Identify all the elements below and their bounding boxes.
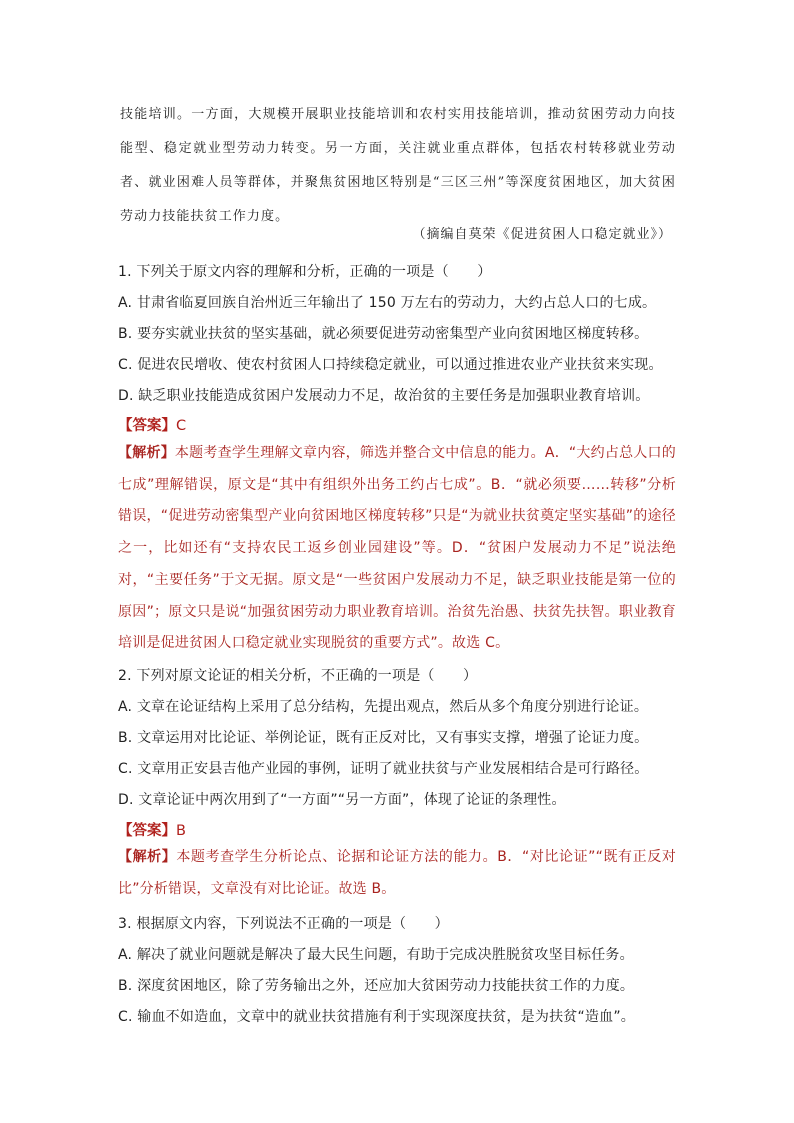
q1-option-a: A. 甘肃省临夏回族自治州近三年输出了 150 万左右的劳动力，大约占总人口的七成。 [118, 295, 657, 311]
q1-analysis [118, 438, 676, 660]
q1-option-c: C. 促进农民增收、使农村贫困人口持续稳定就业，可以通过推进农业产业扶贫来实现。 [118, 357, 663, 373]
q1-option-b: B. 要夯实就业扶贫的坚实基础，就必须要促进劳动密集型产业向贫困地区梯度转移。 [118, 326, 649, 342]
q3-option-c: C. 输血不如造血，文章中的就业扶贫措施有利于实现深度扶贫，是为扶贫“造血”。 [118, 1009, 635, 1025]
q2-answer [118, 819, 186, 840]
q1-answer-tag: 【答案】 [118, 418, 176, 434]
q3-stem: 3. 根据原文内容，下列说法不正确的一项是（ ） [118, 916, 449, 932]
q2-analysis-tag: 【解析】 [118, 849, 177, 865]
q1-analysis-tag: 【解析】 [118, 445, 175, 461]
q1-option-d: D. 缺乏职业技能造成贫困户发展动力不足，故治贫的主要任务是加强职业教育培训。 [118, 388, 650, 404]
q2-option-d: D. 文章论证中两次用到了“一方面”“另一方面”，体现了论证的条理性。 [118, 792, 566, 808]
q1-answer [118, 414, 186, 435]
q2-option-c: C. 文章用正安县吉他产业园的事例，证明了就业扶贫与产业发展相结合是可行路径。 [118, 761, 649, 777]
q2-stem: 2. 下列对原文论证的相关分析，不正确的一项是（ ） [118, 668, 478, 684]
q2-option-a: A. 文章在论证结构上采用了总分结构，先提出观点，然后从多个角度分别进行论证。 [118, 699, 649, 715]
passage-source: （摘编自莫荣《促进贫困人口稳定就业》） [412, 227, 672, 242]
q2-answer-value: B [176, 823, 186, 839]
passage-text: 技能培训。一方面，大规模开展职业技能培训和农村实用技能培训，推动贫困劳动力向技能型、稳定就业型劳动力转变。另一方面，关注就业重点群体，包括农村转移就业劳动者、就业困难人员等群体，并聚焦贫困地区特别是“三区三州”等深度贫困地区，加大贫困劳动力技能扶贫工作力度。 [120, 107, 676, 224]
q2-option-b: B. 文章运用对比论证、举例论证，既有正反对比，又有事实支撑，增强了论证力度。 [118, 730, 649, 746]
q1-stem: 1. 下列关于原文内容的理解和分析，正确的一项是（ ） [118, 264, 492, 280]
q3-option-b: B. 深度贫困地区，除了劳务输出之外，还应加大贫困劳动力技能扶贫工作的力度。 [118, 978, 635, 994]
q2-analysis-text: 本题考查学生分析论点、论据和论证方法的能力。B．“对比论证”“既有正反对比”分析错误，文章没有对比论证。故选 B。 [118, 849, 676, 897]
q1-answer-value: C [176, 418, 187, 434]
q3-option-a: A. 解决了就业问题就是解决了最大民生问题，有助于完成决胜脱贫攻坚目标任务。 [118, 947, 634, 963]
q1-analysis-text: 本题考查学生理解文章内容，筛选并整合文中信息的能力。A．“大约占总人口的七成”理解错误，原文是“其中有组织外出务工约占七成”。B．“就必须要……转移”分析错误，“促进劳动密集型产业向贫困地区梯度转移”只是“为就业扶贫奠定坚实基础”的途径之一，比如还有“支持农民工返乡创业园建设”等。D．“贫困户发展动力不足”说法绝对，“主要任务”于文无据。原文是“一些贫困户发展动力不足，缺乏职业技能是第一位的原因”；原文只是说“加强贫困劳动力职业教育培训。治贫先治愚、扶贫先扶智。职业教育培训是促进贫困人口稳定就业实现脱贫的重要方式”。故选 C。 [118, 445, 676, 652]
q2-analysis [118, 842, 676, 905]
q2-answer-tag: 【答案】 [118, 823, 176, 839]
